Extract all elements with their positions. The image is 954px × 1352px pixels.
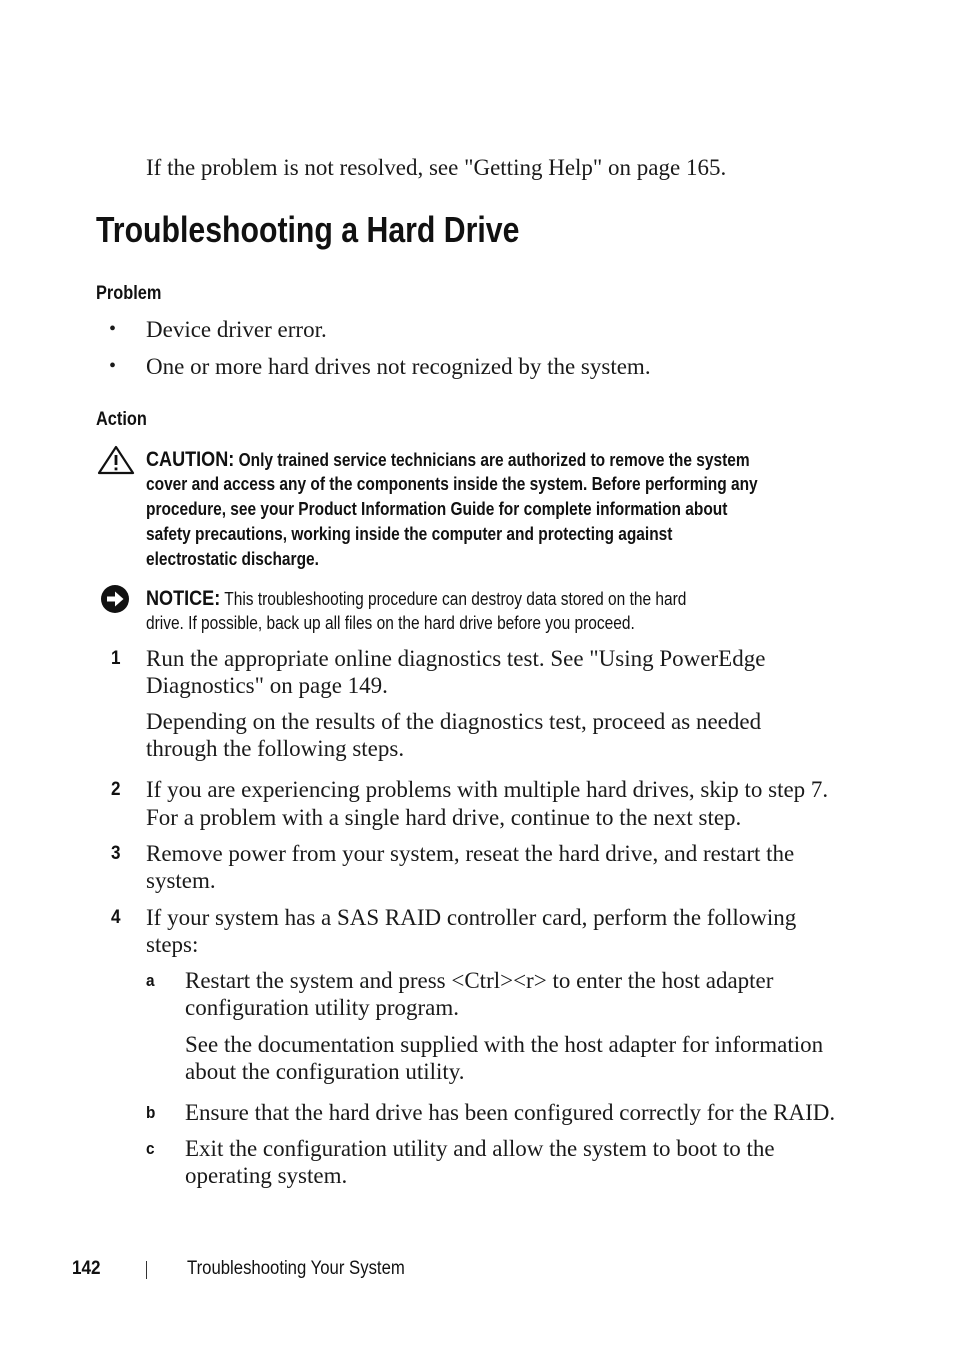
caution-text: cover and access any of the components inside the system. Before performing any (146, 474, 758, 494)
notice-line (146, 586, 686, 612)
notice-label: NOTICE: (146, 587, 221, 610)
substep-note: about the configuration utility. (185, 1059, 465, 1084)
bullet-marker: • (109, 318, 117, 340)
step-number: 1 (111, 648, 121, 669)
caution-text: Only trained service technicians are authorized to remove the system (238, 450, 750, 470)
caution-icon (97, 445, 135, 475)
caution-text: safety precautions, working inside the computer and protecting against (146, 524, 673, 544)
substep-text: operating system. (185, 1163, 348, 1188)
caution-line (146, 447, 750, 473)
step-text: Remove power from your system, reseat the hard drive, and restart the (146, 841, 795, 866)
bullet-marker: • (109, 355, 117, 377)
substep-letter: c (146, 1139, 155, 1158)
substep-letter: b (146, 1103, 156, 1122)
notice-text: This troubleshooting procedure can destroy data stored on the hard (224, 589, 687, 609)
intro-text: If the problem is not resolved, see "Getting Help" on page 165. (146, 155, 727, 180)
caution-text: electrostatic discharge. (146, 549, 319, 569)
action-heading: Action (96, 409, 147, 430)
caution-label: CAUTION: (146, 448, 235, 471)
substep-text: Restart the system and press <Ctrl><r> to enter the host adapter (185, 968, 774, 993)
problem-bullet: One or more hard drives not recognized by the system. (146, 354, 651, 379)
substep-text: configuration utility program. (185, 995, 460, 1020)
step-number: 2 (111, 779, 121, 800)
step-note: through the following steps. (146, 736, 405, 761)
caution-text: procedure, see your Product Information Guide for complete information about (146, 499, 728, 519)
section-title: Troubleshooting a Hard Drive (96, 209, 520, 250)
step-text: If your system has a SAS RAID controller card, perform the following (146, 905, 797, 930)
step-number: 3 (111, 843, 121, 864)
substep-note: See the documentation supplied with the host adapter for information (185, 1032, 824, 1057)
step-text: Run the appropriate online diagnostics test. See "Using PowerEdge (146, 646, 766, 671)
step-text: Diagnostics" on page 149. (146, 673, 388, 698)
step-text: For a problem with a single hard drive, continue to the next step. (146, 805, 742, 830)
step-text: If you are experiencing problems with multiple hard drives, skip to step 7. (146, 777, 829, 802)
footer-divider (146, 1261, 147, 1279)
step-note: Depending on the results of the diagnostics test, proceed as needed (146, 709, 762, 734)
notice-icon (100, 584, 130, 614)
problem-heading: Problem (96, 283, 162, 304)
footer-chapter: Troubleshooting Your System (187, 1258, 405, 1279)
problem-bullet: Device driver error. (146, 317, 327, 342)
substep-text: Ensure that the hard drive has been configured correctly for the RAID. (185, 1100, 836, 1125)
notice-text: drive. If possible, back up all files on the hard drive before you proceed. (146, 613, 635, 633)
substep-letter: a (146, 971, 155, 990)
step-text: system. (146, 868, 216, 893)
step-text: steps: (146, 932, 199, 957)
substep-text: Exit the configuration utility and allow the system to boot to the (185, 1136, 775, 1161)
step-number: 4 (111, 907, 121, 928)
page-number: 142 (72, 1258, 101, 1279)
